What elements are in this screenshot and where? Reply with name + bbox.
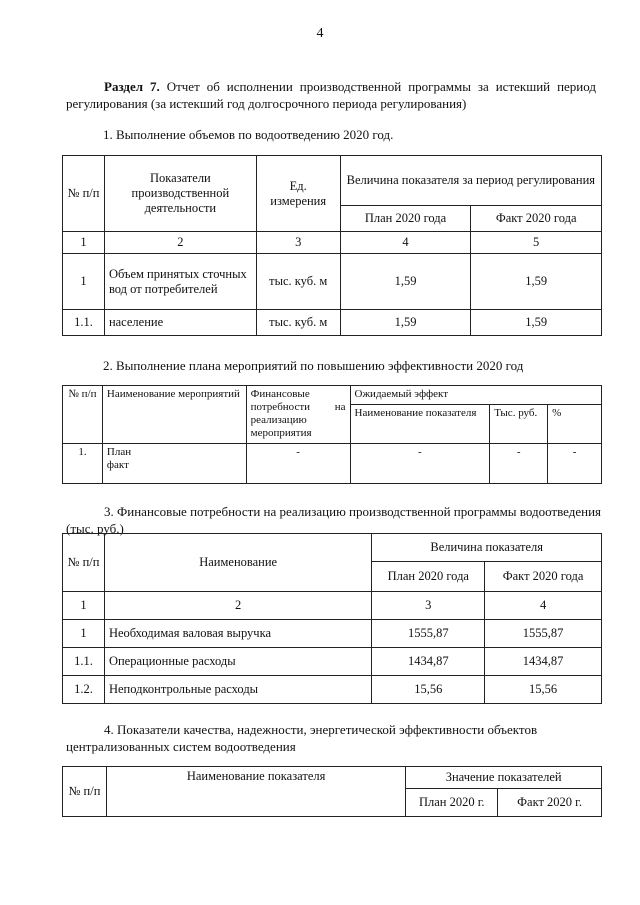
table-row — [63, 254, 602, 310]
s1-row-name: Объем принятых сточных вод от потребителей — [104, 254, 256, 310]
s1-h-fact: Факт 2020 года — [471, 206, 602, 232]
s3-table — [62, 533, 602, 704]
s1-row-fact: 1,59 — [471, 310, 602, 336]
s2-row-pct: - — [548, 444, 602, 484]
s3-row-num: 1.2. — [63, 676, 105, 704]
s1-h-value: Величина показателя за период регулирования — [340, 156, 601, 206]
s1-row-plan: 1,59 — [340, 310, 471, 336]
s3-idx-2: 2 — [104, 592, 371, 620]
s2-h-fin-a: Финансовые — [250, 388, 310, 400]
s1-h-indicator: Показатели производственной деятельности — [104, 156, 256, 232]
s1-idx-2: 2 — [104, 232, 256, 254]
s2-h-fin-b2: на — [334, 401, 346, 413]
section-heading — [66, 78, 596, 112]
s3-idx-1: 1 — [63, 592, 105, 620]
s2-h-fin-c: реализацию мероприятия — [250, 414, 312, 439]
s1-idx-1: 1 — [63, 232, 105, 254]
s3-row-fact: 1555,87 — [485, 620, 602, 648]
s1-row-num: 1 — [63, 254, 105, 310]
s3-header-row — [63, 534, 602, 562]
s2-h-fin — [246, 386, 350, 444]
s3-title: 3. Финансовые потребности на реализацию производственной программы водоотведения (тыс. руб.) — [66, 504, 602, 536]
s1-row-num: 1.1. — [63, 310, 105, 336]
s3-idx-4: 4 — [485, 592, 602, 620]
section-lead: Раздел 7. — [104, 79, 160, 94]
s2-header-row — [63, 386, 602, 405]
s1-row-unit: тыс. куб. м — [256, 254, 340, 310]
s4-h-fact: Факт 2020 г. — [498, 789, 602, 817]
s3-idx-3: 3 — [372, 592, 485, 620]
s3-h-plan: План 2020 года — [372, 562, 485, 592]
s2-row-name-text: План факт — [106, 446, 132, 471]
s3-h-num: № п/п — [63, 534, 105, 592]
s1-row-plan: 1,59 — [340, 254, 471, 310]
s1-row-name: население — [104, 310, 256, 336]
table-row — [63, 676, 602, 704]
s3-row-plan: 15,56 — [372, 676, 485, 704]
s2-title: 2. Выполнение плана мероприятий по повышению эффективности 2020 год — [103, 358, 524, 373]
s4-header-row — [63, 767, 602, 789]
s1-idx-5: 5 — [471, 232, 602, 254]
s2-h-num: № п/п — [63, 386, 103, 444]
s3-row-plan: 1555,87 — [372, 620, 485, 648]
s2-row-rub: - — [490, 444, 548, 484]
table-row — [63, 444, 602, 484]
s1-h-plan: План 2020 года — [340, 206, 471, 232]
s3-h-name: Наименование — [104, 534, 371, 592]
s4-title: 4. Показатели качества, надежности, энергетической эффективности объектов централизованных систем водоотведения — [66, 722, 538, 754]
s4-h-value: Значение показателей — [406, 767, 602, 789]
s3-row-fact: 15,56 — [485, 676, 602, 704]
s3-row-num: 1.1. — [63, 648, 105, 676]
s3-row-num: 1 — [63, 620, 105, 648]
s2-h-name: Наименование мероприятий — [102, 386, 246, 444]
s2-h-effect: Ожидаемый эффект — [350, 386, 601, 405]
s4-table — [62, 766, 602, 817]
s3-h-fact: Факт 2020 года — [485, 562, 602, 592]
s3-row-name: Операционные расходы — [104, 648, 371, 676]
s4-h-plan: План 2020 г. — [406, 789, 498, 817]
s1-h-unit: Ед. измерения — [256, 156, 340, 232]
s2-row-fin: - — [246, 444, 350, 484]
table-row — [63, 620, 602, 648]
s2-h-pct: % — [548, 405, 602, 444]
s4-h-name: Наименование показателя — [106, 767, 405, 817]
s1-table — [62, 155, 602, 336]
s3-row-name: Неподконтрольные расходы — [104, 676, 371, 704]
s2-h-indicator: Наименование показателя — [350, 405, 490, 444]
s1-row-fact: 1,59 — [471, 254, 602, 310]
s1-idx-3: 3 — [256, 232, 340, 254]
s1-row-unit: тыс. куб. м — [256, 310, 340, 336]
table-row — [63, 648, 602, 676]
s1-index-row — [63, 232, 602, 254]
s2-h-fin-b — [251, 401, 346, 414]
s2-row-num: 1. — [63, 444, 103, 484]
s4-h-num: № п/п — [63, 767, 107, 817]
page-number: 4 — [316, 26, 324, 41]
s1-title: 1. Выполнение объемов по водоотведению 2020 год. — [103, 127, 394, 142]
s2-h-fin-b1: потребности — [250, 401, 311, 413]
s1-header-row — [63, 156, 602, 206]
s3-index-row — [63, 592, 602, 620]
s3-h-value: Величина показателя — [372, 534, 602, 562]
s2-h-rub: Тыс. руб. — [490, 405, 548, 444]
s1-h-num: № п/п — [63, 156, 105, 232]
s2-table — [62, 385, 602, 484]
s3-row-fact: 1434,87 — [485, 648, 602, 676]
s3-row-plan: 1434,87 — [372, 648, 485, 676]
table-row — [63, 310, 602, 336]
s2-row-indicator: - — [350, 444, 490, 484]
s3-row-name: Необходимая валовая выручка — [104, 620, 371, 648]
s1-idx-4: 4 — [340, 232, 471, 254]
section-text: Отчет об исполнении производственной программы за истекший период регулирования (за истекший год долгосрочного периода регулирования) — [66, 79, 596, 111]
s2-row-name — [102, 444, 246, 484]
